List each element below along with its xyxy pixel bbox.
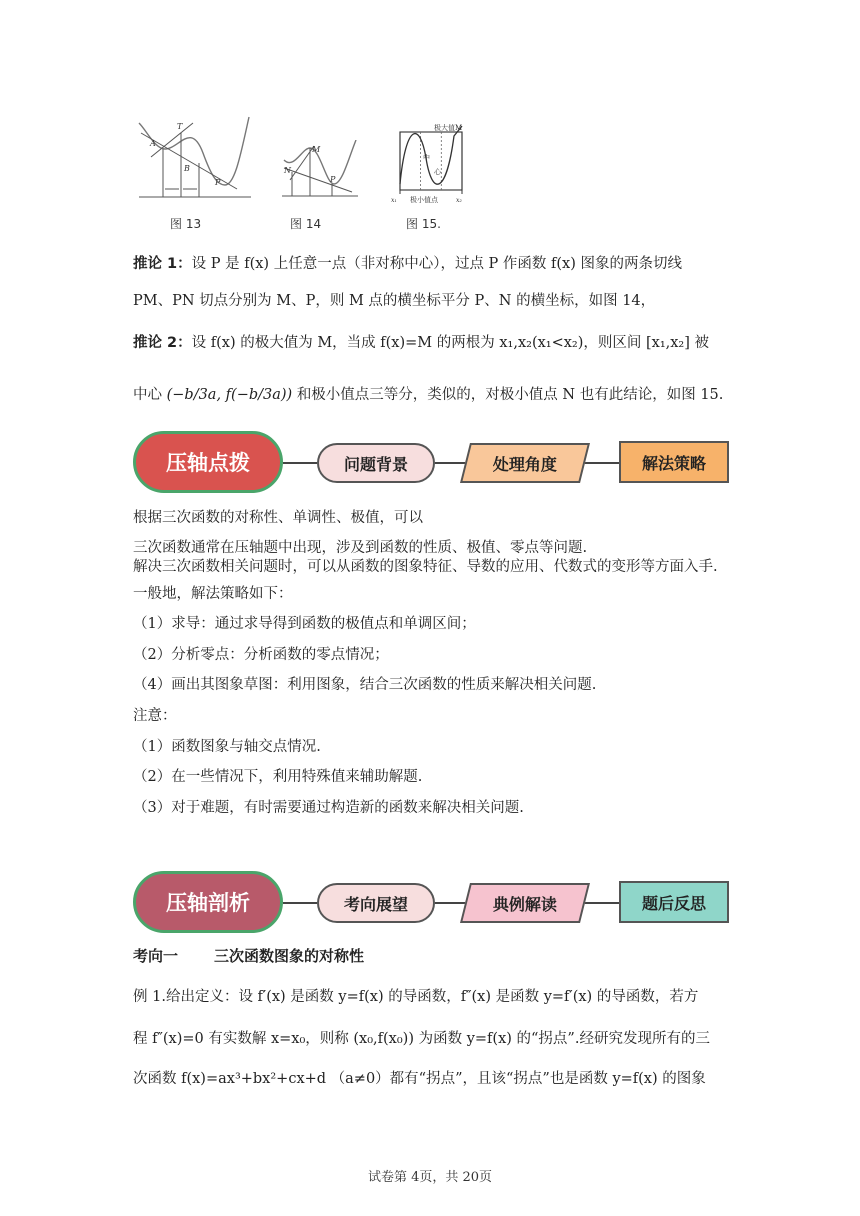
body-line-6: （2）分析零点：分析函数的零点情况； xyxy=(133,647,389,663)
banner-1-main-label: 压轴点拨 xyxy=(133,431,283,493)
banner-2-step-reflection: 题后反思 xyxy=(619,881,729,923)
figure-13-caption: 图 13 xyxy=(170,217,202,231)
fig14-label-p: P xyxy=(330,175,336,184)
banner-2-connector-1 xyxy=(283,902,317,904)
banner-strategy xyxy=(133,431,729,495)
page-footer: 试卷第 4页，共 20页 xyxy=(367,1170,493,1185)
fig14-label-m: M xyxy=(312,145,321,154)
body-line-2: 三次函数通常在压轴题中出现，涉及到函数的性质、极值、零点等问题. xyxy=(133,540,588,556)
body-line-1: 根据三次函数的对称性、单调性、极值，可以 xyxy=(133,510,423,526)
example-line-3: 次函数 f(x)=ax³+bx²+cx+d （a≠0）都有“拐点”，且该“拐点”也是函数 y=f(x) 的图象 xyxy=(133,1071,706,1087)
fig13-label-a: A xyxy=(150,139,156,148)
fig15-label-center1: 中 xyxy=(423,154,430,162)
figure-15-graph xyxy=(390,122,474,206)
fig13-label-p: P xyxy=(215,178,221,187)
figure-14-caption: 图 14 xyxy=(290,217,322,231)
banner-1-connector-3 xyxy=(583,462,619,464)
fig14-label-n: N xyxy=(284,166,291,175)
body-line-5: （1）求导：通过求导得到函数的极值点和单调区间； xyxy=(133,616,476,632)
fig15-label-min: 极小值点 xyxy=(410,196,438,204)
banner-2-main-label: 压轴剖析 xyxy=(133,871,283,933)
body-line-7: （4）画出其图象草图：利用图象，结合三次函数的性质来解决相关问题. xyxy=(133,677,597,693)
corollary-2-title: 推论 2： xyxy=(133,335,192,351)
banner-2-connector-3 xyxy=(583,902,619,904)
corollary-1-line-1 xyxy=(133,254,682,274)
banner-1-connector-2 xyxy=(435,462,465,464)
fig15-label-x2: x₂ xyxy=(456,197,462,204)
corollary-2-line-1 xyxy=(133,333,709,353)
fig15-label-max: 极大值M xyxy=(434,124,463,132)
body-line-8: 注意： xyxy=(133,708,177,724)
section-label: 考向一 xyxy=(133,947,179,965)
corollary-2-text-2b: 和极小值点三等分，类似的，对极小值点 N 也有此结论，如图 15. xyxy=(296,387,724,403)
corollary-2-text-1: 设 f(x) 的极大值为 M，当成 f(x)=M 的两根为 x₁,x₂(x₁<x₂)，则区间 [x₁,x₂] 被 xyxy=(191,335,710,351)
banner-1-step-angle xyxy=(460,443,590,483)
section-title: 三次函数图象的对称性 xyxy=(214,947,365,965)
banner-1-step-angle-label: 处理角度 xyxy=(492,454,557,474)
fig15-label-center2: 心 xyxy=(434,168,441,176)
example-line-1: 例 1.给出定义：设 f′(x) 是函数 y=f(x) 的导函数，f″(x) 是函数 y=f′(x) 的导函数，若方 xyxy=(133,989,699,1005)
figure-15-caption: 图 15. xyxy=(406,217,441,231)
corollary-1-title: 推论 1： xyxy=(133,256,192,272)
corollary-2-line-2 xyxy=(133,385,723,405)
fig13-label-b: B xyxy=(184,164,190,173)
banner-analysis xyxy=(133,871,729,935)
body-line-4: 一般地，解法策略如下： xyxy=(133,586,293,602)
figure-14-graph xyxy=(280,140,360,206)
example-line-2: 程 f″(x)=0 有实数解 x=x₀，则称 (x₀,f(x₀)) 为函数 y=f(x) 的“拐点”.经研究发现所有的三 xyxy=(133,1031,710,1047)
corollary-2-center-formula: (−b/3a, f(−b/3a)) xyxy=(166,387,293,403)
corollary-1-text-1: 设 P 是 f(x) 上任意一点（非对称中心），过点 P 作函数 f(x) 图象的两条切线 xyxy=(191,256,682,272)
banner-2-step-outlook: 考向展望 xyxy=(317,883,435,923)
corollary-1-text-2: PM、PN 切点分别为 M、P，则 M 点的横坐标平分 P、N 的横坐标，如图 14， xyxy=(133,293,656,309)
body-line-9: （1）函数图象与轴交点情况. xyxy=(133,739,321,755)
banner-2-step-examples-label: 典例解读 xyxy=(492,894,557,914)
banner-2-connector-2 xyxy=(435,902,465,904)
figure-13-graph xyxy=(133,113,253,205)
corollary-2-text-2a: 中心 xyxy=(133,387,162,403)
banner-1-connector-1 xyxy=(283,462,317,464)
fig13-label-t: T xyxy=(177,122,183,131)
banner-2-step-examples xyxy=(460,883,590,923)
body-line-11: （3）对于难题，有时需要通过构造新的函数来解决相关问题. xyxy=(133,800,524,816)
fig15-label-x1: x₁ xyxy=(391,197,397,204)
banner-1-step-strategy: 解法策略 xyxy=(619,441,729,483)
body-line-3: 解决三次函数相关问题时，可以从函数的图象特征、导数的应用、代数式的变形等方面入手. xyxy=(133,559,718,575)
section-heading xyxy=(133,946,364,966)
body-line-10: （2）在一些情况下，利用特殊值来辅助解题. xyxy=(133,769,423,785)
banner-1-step-background: 问题背景 xyxy=(317,443,435,483)
